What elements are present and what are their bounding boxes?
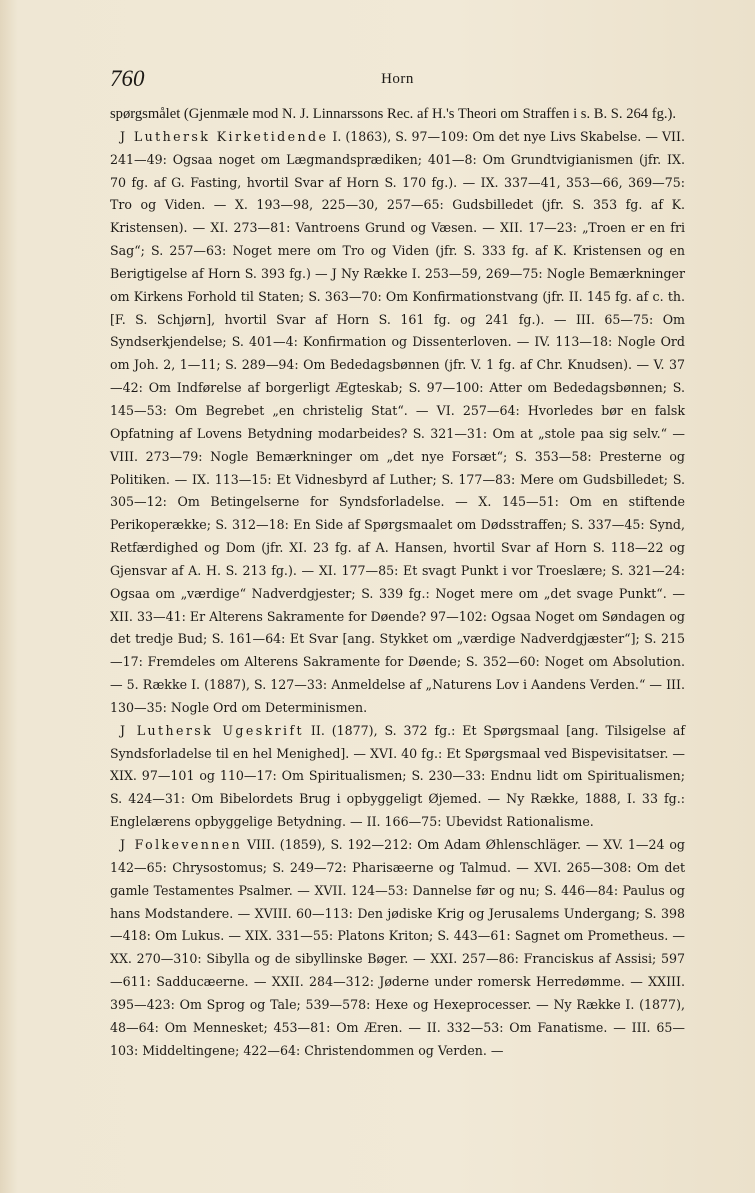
periodical-title: J Folkevennen bbox=[120, 837, 243, 852]
paragraph-text: VIII. (1859), S. 192—212: Om Adam Øhlenschläger. — XV. 1—24 og 142—65: Chrysostomus; S. 249—72: Pharisæerne og Talmud. — XVI. 265—308: Om det gamle Testamentes Psalmer. — XVII. 124—53: Dannelse før og nu; S. 446—84: Paulus og hans Modstandere. — XVIII. 60—113: Den jødiske Krig og Jerusalems Undergang; S. 398—418: Om Lukus. — XIX. 331—55: Platons Kriton; S. 443—61: Sagnet om Prometheus. — XX. 270—310: Sibylla og de sibyllinske Bøger. — XXI. 257—86: Franciskus af Assisi; 597—611: Sadducæerne. — XXII. 284—312: Jøderne under romersk Herredømme. — XXIII. 395—423: Om Sprog og Tale; 539—578: Hexe og Hexeprocesser. — Ny Række I. (1877), 48—64: Om Mennesket; 453—81: Om Æren. — II. 332—53: Om Fanatisme. — III. 65—103: Middeltingene; 422—64: Christendommen og Verden. — bbox=[110, 837, 685, 1058]
paragraph-folkevennen bbox=[110, 834, 685, 1062]
paragraph-continuation bbox=[110, 103, 685, 126]
periodical-title: J Luthersk Ugeskrift bbox=[120, 722, 305, 738]
running-head: Horn bbox=[381, 71, 414, 87]
page-header bbox=[110, 66, 685, 98]
page-number: 760 bbox=[110, 66, 145, 91]
paragraph-kirketidende bbox=[110, 126, 685, 720]
paragraph-ugeskrift bbox=[110, 720, 685, 834]
text-body bbox=[110, 103, 685, 1062]
paragraph-text: spørgsmålet (Gjenmæle mod N. J. Linnarssons Rec. af H.'s Theori om Straffen i s. B. S. 264 fg.). bbox=[110, 106, 677, 122]
paragraph-text: I. (1863), S. 97—109: Om det nye Livs Skabelse. — VII. 241—49: Ogsaa noget om Lægmandsprædiken; 401—8: Om Grundtvigianismen (jfr. IX. 70 fg. af G. Fasting, hvortil Svar af Horn S. 170 fg.). — IX. 337—41, 353—66, 369—75: Tro og Viden. — X. 193—98, 225—30, 257—65: Gudsbilledet (jfr. S. 353 fg. af K. Kristensen). — XI. 273—81: Vantroens Grund og Væsen. — XII. 17—23: „Troen er en fri Sag“; S. 257—63: Noget mere om Tro og Viden (jfr. S. 333 fg. af K. Kristensen og en Berigtigelse af Horn S. 393 fg.) — J Ny Række I. 253—59, 269—75: Nogle Bemærkninger om Kirkens Forhold til Staten; S. 363—70: Om Konfirmationstvang (jfr. II. 145 fg. af c. th. [F. S. Schjørn], hvortil Svar af Horn S. 161 fg. og 241 fg.). — III. 65—75: Om Syndserkjendelse; S. 401—4: Konfirmation og Dissenterloven. — IV. 113—18: Nogle Ord om Joh. 2, 1—11; S. 289—94: Om Bededagsbønnen (jfr. V. 1 fg. af Chr. Knudsen). — V. 37—42: Om Indførelse af borgerligt Ægteskab; S. 97—100: Atter om Bededagsbønnen; S. 145—53: Om Begrebet „en christelig Stat“. — VI. 257—64: Hvorledes bør en falsk Opfatning af Lovens Betydning modarbeides? S. 321—31: Om at „stole paa sig selv.“ — VIII. 273—79: Nogle Bemærkninger om „det nye Forsæt“; S. 353—58: Presterne og Politiken. — IX. 113—15: Et Vidnesbyrd af Luther; S. 177—83: Mere om Gudsbilledet; S. 305—12: Om Betingelserne for Syndsforladelse. — X. 145—51: Om en stiftende Perikoperække; S. 312—18: En Side af Spørgsmaalet om Dødsstraffen; S. 337—45: Synd, Retfærdighed og Dom (jfr. XI. 23 fg. af A. Hansen, hvortil Svar af Horn S. 118—22 og Gjensvar af A. H. S. 213 fg.). — XI. 177—85: Et svagt Punkt i vor Troeslære; S. 321—24: Ogsaa om „værdige“ Nadverdgjester; S. 339 fg.: Noget mere om „det svage Punkt“. — XII. 33—41: Er Alterens Sakramente for Døende? 97—102: Ogsaa Noget om Søndagen og det tredje Bud; S. 161—64: Et Svar [ang. Stykket om „værdige Nadverdgjæster“]; S. 215—17: Fremdeles om Alterens Sakramente for Døende; S. 352—60: Noget om Absolution. — 5. Række I. (1887), S. 127—33: Anmeldelse af „Naturens Lov i Aandens Verden.“ — III. 130—35: Nogle Ord om Determinismen. bbox=[110, 128, 685, 715]
periodical-title: J Luthersk Kirketidende bbox=[120, 128, 329, 144]
paragraph-text: II. (1877), S. 372 fg.: Et Spørgsmaal [ang. Tilsigelse af Syndsforladelse til en hel Menighed]. — XVI. 40 fg.: Et Spørgsmaal ved Bispevisitatser. — XIX. 97—101 og 110—17: Om Spiritualismen; S. 230—33: Endnu lidt om Spiritualismen; S. 424—31: Om Bibelordets Brug i opbyggeligt Øjemed. — Ny Række, 1888, I. 33 fg.: Englelærens opbyggelige Betydning. — II. 166—75: Ubevidst Rationalisme. bbox=[110, 722, 686, 830]
